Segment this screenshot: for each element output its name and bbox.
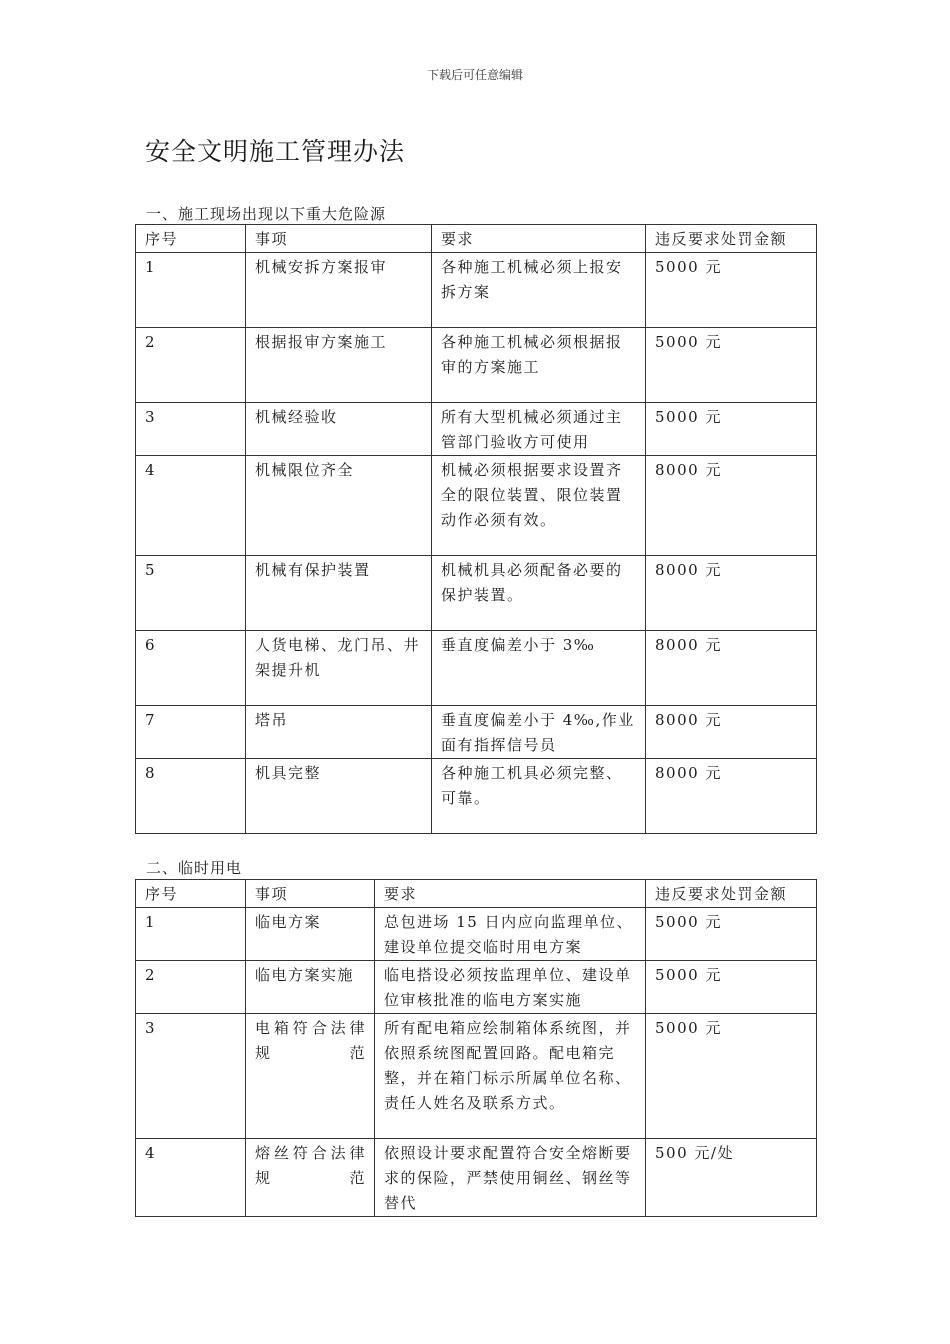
column-header-item: 事项 xyxy=(246,225,432,253)
table-row xyxy=(136,253,817,328)
cell-requirement: 各种施工机械必须根据报审的方案施工 xyxy=(432,328,646,403)
cell-fine: 8000 元 xyxy=(646,456,817,556)
table-row xyxy=(136,706,817,759)
table-row xyxy=(136,759,817,834)
cell-no: 6 xyxy=(136,631,246,706)
column-header-fine: 违反要求处罚金额 xyxy=(646,225,817,253)
table-row xyxy=(136,961,817,1014)
cell-item: 塔吊 xyxy=(246,706,432,759)
table-header-row xyxy=(136,225,817,253)
column-header-no: 序号 xyxy=(136,880,246,908)
table-row xyxy=(136,556,817,631)
cell-requirement: 各种施工机具必须完整、可靠。 xyxy=(432,759,646,834)
table-row xyxy=(136,328,817,403)
cell-requirement: 机械必须根据要求设置齐全的限位装置、限位装置动作必须有效。 xyxy=(432,456,646,556)
column-header-requirement: 要求 xyxy=(432,225,646,253)
cell-fine: 5000 元 xyxy=(646,253,817,328)
table-header-row xyxy=(136,880,817,908)
table-row xyxy=(136,1139,817,1217)
header-note: 下载后可任意编辑 xyxy=(426,68,523,82)
table-row xyxy=(136,908,817,961)
cell-fine: 500 元/处 xyxy=(646,1139,817,1217)
cell-requirement: 所有大型机械必须通过主管部门验收方可使用 xyxy=(432,403,646,456)
cell-fine: 5000 元 xyxy=(646,908,817,961)
document-title: 安全文明施工管理办法 xyxy=(145,137,406,166)
cell-requirement: 各种施工机械必须上报安拆方案 xyxy=(432,253,646,328)
cell-item: 临电方案 xyxy=(246,908,375,961)
cell-fine: 5000 元 xyxy=(646,1014,817,1139)
cell-item: 人货电梯、龙门吊、井架提升机 xyxy=(246,631,432,706)
table-row xyxy=(136,403,817,456)
cell-fine: 5000 元 xyxy=(646,328,817,403)
cell-fine: 5000 元 xyxy=(646,961,817,1014)
section2-heading: 二、临时用电 xyxy=(146,859,243,877)
cell-no: 3 xyxy=(136,1014,246,1139)
section1-heading: 一、施工现场出现以下重大危险源 xyxy=(146,205,387,223)
column-header-requirement: 要求 xyxy=(375,880,646,908)
cell-item: 根据报审方案施工 xyxy=(246,328,432,403)
cell-requirement: 临电搭设必须按监理单位、建设单位审核批准的临电方案实施 xyxy=(375,961,646,1014)
cell-fine: 5000 元 xyxy=(646,403,817,456)
cell-no: 3 xyxy=(136,403,246,456)
cell-no: 8 xyxy=(136,759,246,834)
cell-requirement: 机械机具必须配备必要的保护装置。 xyxy=(432,556,646,631)
cell-no: 1 xyxy=(136,908,246,961)
temporary-power-table xyxy=(135,879,817,1217)
cell-fine: 8000 元 xyxy=(646,759,817,834)
cell-item: 临电方案实施 xyxy=(246,961,375,1014)
cell-item: 机械有保护装置 xyxy=(246,556,432,631)
hazard-table xyxy=(135,224,817,834)
cell-item: 机械限位齐全 xyxy=(246,456,432,556)
cell-item: 电箱符合法律规范 xyxy=(246,1014,375,1139)
cell-item: 机具完整 xyxy=(246,759,432,834)
column-header-no: 序号 xyxy=(136,225,246,253)
cell-fine: 8000 元 xyxy=(646,556,817,631)
cell-item: 机械经验收 xyxy=(246,403,432,456)
cell-no: 7 xyxy=(136,706,246,759)
column-header-fine: 违反要求处罚金额 xyxy=(646,880,817,908)
cell-no: 2 xyxy=(136,961,246,1014)
cell-fine: 8000 元 xyxy=(646,631,817,706)
cell-requirement: 总包进场 15 日内应向监理单位、建设单位提交临时用电方案 xyxy=(375,908,646,961)
cell-no: 1 xyxy=(136,253,246,328)
cell-requirement: 依照设计要求配置符合安全熔断要求的保险，严禁使用铜丝、钢丝等替代 xyxy=(375,1139,646,1217)
cell-no: 2 xyxy=(136,328,246,403)
cell-requirement: 垂直度偏差小于 3‰ xyxy=(432,631,646,706)
cell-requirement: 所有配电箱应绘制箱体系统图，并依照系统图配置回路。配电箱完整，并在箱门标示所属单位名称、责任人姓名及联系方式。 xyxy=(375,1014,646,1139)
column-header-item: 事项 xyxy=(246,880,375,908)
cell-item: 熔丝符合法律规范 xyxy=(246,1139,375,1217)
cell-no: 4 xyxy=(136,1139,246,1217)
cell-no: 4 xyxy=(136,456,246,556)
cell-fine: 8000 元 xyxy=(646,706,817,759)
table-row xyxy=(136,1014,817,1139)
cell-no: 5 xyxy=(136,556,246,631)
cell-requirement: 垂直度偏差小于 4‰,作业面有指挥信号员 xyxy=(432,706,646,759)
table-row xyxy=(136,631,817,706)
table-row xyxy=(136,456,817,556)
cell-item: 机械安拆方案报审 xyxy=(246,253,432,328)
